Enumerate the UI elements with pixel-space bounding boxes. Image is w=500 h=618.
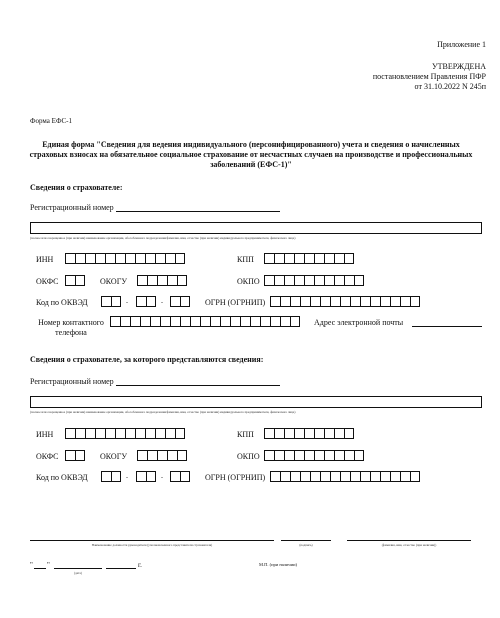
- section2-ogrn-boxes[interactable]: [270, 471, 420, 482]
- section1-inn-label: ИНН: [36, 255, 54, 264]
- section1-heading: Сведения о страхователе:: [30, 183, 123, 192]
- signature-field[interactable]: [281, 540, 331, 541]
- form-title: Единая форма "Сведения для ведения индивидуального (персонифицированного) учета и сведения о начисленных страховых взносах на обязательное социальное страхование от несчастных случаев на производстве и профессиональных заболеваний (ЕФС-1)": [29, 140, 473, 169]
- signature-caption: (подпись): [299, 543, 313, 547]
- section1-name-field[interactable]: [30, 222, 482, 234]
- form-code: Форма ЕФС-1: [30, 117, 72, 125]
- approved-date: от 31.10.2022 N 245п: [414, 82, 486, 91]
- section1-okfs-label: ОКФС: [36, 277, 59, 286]
- section1-okved-boxes-1[interactable]: [101, 296, 121, 307]
- fio-field[interactable]: [347, 540, 471, 541]
- section2-okved-label: Код по ОКВЭД: [36, 473, 88, 482]
- section1-reg-label: Регистрационный номер: [30, 203, 114, 212]
- okved-dot: .: [126, 471, 128, 480]
- section1-okved-label: Код по ОКВЭД: [36, 298, 88, 307]
- section2-reg-number-field[interactable]: [116, 385, 280, 386]
- date-quote-open: ": [30, 561, 33, 569]
- date-year-suffix: г.: [138, 561, 142, 569]
- approved-by: постановлением Правления ПФР: [372, 72, 486, 81]
- section2-okfs-label: ОКФС: [36, 452, 59, 461]
- date-quote-close: ": [47, 561, 50, 569]
- section1-kpp-label: КПП: [237, 255, 254, 264]
- section1-okpo-label: ОКПО: [237, 277, 260, 286]
- section1-ogrn-boxes[interactable]: [270, 296, 420, 307]
- section2-inn-boxes[interactable]: [65, 428, 185, 439]
- date-caption: (дата): [74, 571, 82, 575]
- section1-okpo-boxes[interactable]: [264, 275, 364, 286]
- section1-okfs-boxes[interactable]: [65, 275, 85, 286]
- section2-heading: Сведения о страхователе, за которого представляются сведения:: [30, 355, 264, 364]
- section1-phone-label: Номер контактного телефона: [38, 318, 104, 337]
- section1-reg-number-field[interactable]: [116, 211, 280, 212]
- okved-dot: .: [161, 296, 163, 305]
- section1-inn-boxes[interactable]: [65, 253, 185, 264]
- section2-kpp-label: КПП: [237, 430, 254, 439]
- section2-okogu-label: ОКОГУ: [100, 452, 127, 461]
- position-field[interactable]: [30, 540, 274, 541]
- section1-name-caption: (полное или сокращенное (при наличии) наименование организации, обособленного подразделения/фамилия, имя, отчество (при наличии) индивидуального предпринимателя, физического лица): [30, 236, 296, 240]
- section2-reg-label: Регистрационный номер: [30, 377, 114, 386]
- okved-dot: .: [161, 471, 163, 480]
- section2-okpo-label: ОКПО: [237, 452, 260, 461]
- section2-okved-boxes-1[interactable]: [101, 471, 121, 482]
- section1-phone-boxes[interactable]: [110, 316, 300, 327]
- section1-okogu-label: ОКОГУ: [100, 277, 127, 286]
- section1-email-field[interactable]: [412, 326, 482, 327]
- section1-okved-boxes-3[interactable]: [170, 296, 190, 307]
- date-month-field[interactable]: [54, 568, 102, 569]
- approved-label: УТВЕРЖДЕНА: [431, 62, 486, 71]
- date-year-field[interactable]: [106, 568, 136, 569]
- section1-okved-boxes-2[interactable]: [136, 296, 156, 307]
- section2-kpp-boxes[interactable]: [264, 428, 354, 439]
- okved-dot: .: [126, 296, 128, 305]
- section1-email-label: Адрес электронной почты: [314, 318, 404, 327]
- section1-kpp-boxes[interactable]: [264, 253, 354, 264]
- position-caption: Наименование должности руководителя (уполномоченного представителя страхователя): [91, 543, 213, 547]
- section2-ogrn-label: ОГРН (ОГРНИП): [205, 473, 266, 482]
- appendix-label: Приложение 1: [437, 40, 486, 49]
- section2-okpo-boxes[interactable]: [264, 450, 364, 461]
- fio-caption: (фамилия, имя, отчество (при наличии)): [381, 543, 437, 547]
- section2-okogu-boxes[interactable]: [137, 450, 187, 461]
- date-day-field[interactable]: [34, 568, 46, 569]
- section1-ogrn-label: ОГРН (ОГРНИП): [205, 298, 266, 307]
- section2-okfs-boxes[interactable]: [65, 450, 85, 461]
- section2-okved-boxes-2[interactable]: [136, 471, 156, 482]
- stamp-label: М.П. (при наличии): [259, 562, 297, 567]
- section2-okved-boxes-3[interactable]: [170, 471, 190, 482]
- section2-name-field[interactable]: [30, 396, 482, 408]
- section2-name-caption: (полное или сокращенное (при наличии) наименование организации, обособленного подразделения/фамилия, имя, отчество (при наличии) индивидуального предпринимателя, физического лица): [30, 410, 296, 414]
- section1-okogu-boxes[interactable]: [137, 275, 187, 286]
- section2-inn-label: ИНН: [36, 430, 54, 439]
